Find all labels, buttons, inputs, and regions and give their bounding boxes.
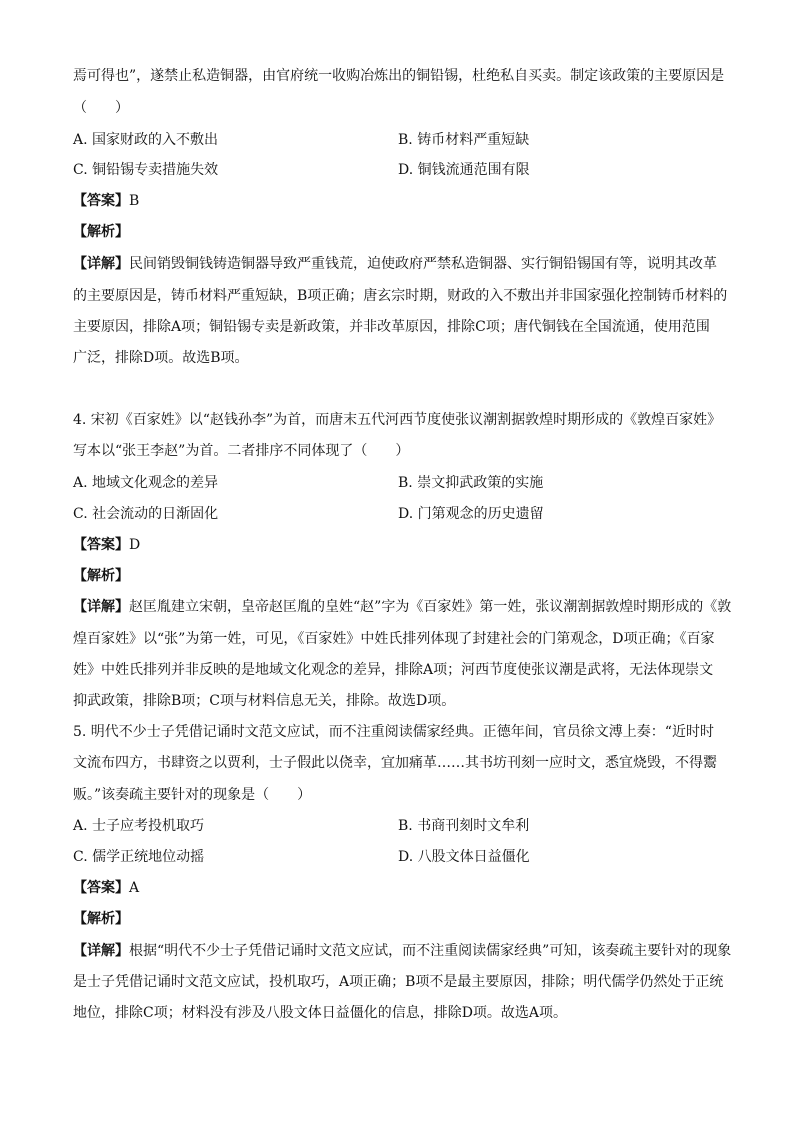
q4-option-b: B. 崇文抑武政策的实施 bbox=[398, 475, 544, 491]
detail-label: 【详解】 bbox=[73, 943, 129, 959]
q4-stem-line-1: 4. 宋初《百家姓》以“赵钱孙李”为首，而唐末五代河西节度使张议潮割据敦煌时期形成的《敦煌百家姓》 bbox=[73, 412, 722, 428]
answer-value: B bbox=[129, 193, 140, 209]
q5-stem-line-3: 贩。”该奏疏主要针对的现象是（ ） bbox=[73, 787, 312, 803]
q3-option-d: D. 铜钱流通范围有限 bbox=[398, 162, 530, 178]
q5-stem-line-2: 文流布四方，书肆资之以贾利，士子假此以侥幸，宜加痛革……其书坊刊刻一应时文，悉宜烧毁，不得鬻 bbox=[73, 755, 717, 771]
detail-text: 赵匡胤建立宋朝，皇帝赵匡胤的皇姓“赵”字为《百家姓》第一姓，张议潮割据敦煌时期形成的《敦 bbox=[129, 599, 732, 615]
answer-label: 【答案】 bbox=[73, 193, 129, 209]
q3-detail-line-3: 主要原因，排除A项；铜铅锡专卖是新政策，并非改革原因，排除C项；唐代铜钱在全国流通，使用范围 bbox=[73, 319, 710, 335]
q4-option-c: C. 社会流动的日渐固化 bbox=[73, 506, 219, 522]
detail-text: 根据“明代不少士子凭借记诵时文范文应试，而不注重阅读儒家经典”可知，该奏疏主要针对的现象 bbox=[129, 943, 732, 959]
q3-option-a: A. 国家财政的入不敷出 bbox=[73, 132, 219, 148]
q3-stem-line-2: （ ） bbox=[73, 100, 129, 116]
q4-answer bbox=[73, 535, 140, 555]
answer-value: D bbox=[129, 537, 141, 553]
answer-label: 【答案】 bbox=[73, 880, 129, 896]
q3-detail-line-2: 的主要原因是，铸币材料严重短缺，B项正确；唐玄宗时期，财政的入不敷出并非国家强化控制铸币材料的 bbox=[73, 288, 728, 304]
answer-label: 【答案】 bbox=[73, 537, 129, 553]
q5-detail-line-1 bbox=[73, 941, 731, 961]
q5-option-c: C. 儒学正统地位动摇 bbox=[73, 849, 205, 865]
answer-value: A bbox=[129, 880, 140, 896]
q4-detail-line-3: 姓》中姓氏排列并非反映的是地域文化观念的差异，排除A项；河西节度使张议潮是武将，无法体现崇文 bbox=[73, 662, 714, 678]
q3-analysis-label: 【解析】 bbox=[73, 224, 129, 240]
q3-option-b: B. 铸币材料严重短缺 bbox=[398, 132, 530, 148]
q4-option-d: D. 门第观念的历史遗留 bbox=[398, 506, 544, 522]
q3-stem-line-1: 焉可得也”，遂禁止私造铜器，由官府统一收购冶炼出的铜铅锡，杜绝私自买卖。制定该政策的主要原因是 bbox=[73, 68, 725, 84]
q5-detail-line-3: 地位，排除C项；材料没有涉及八股文体日益僵化的信息，排除D项。故选A项。 bbox=[73, 1005, 568, 1021]
q4-detail-line-4: 抑武政策，排除B项；C项与材料信息无关，排除。故选D项。 bbox=[73, 693, 456, 709]
q5-analysis-label: 【解析】 bbox=[73, 911, 129, 927]
q3-detail-line-1 bbox=[73, 254, 717, 274]
q5-answer bbox=[73, 878, 139, 898]
q5-stem-line-1: 5. 明代不少士子凭借记诵时文范文应试，而不注重阅读儒家经典。正德年间，官员徐文溥上奏：“近时时 bbox=[73, 724, 714, 740]
q3-detail-line-4: 广泛，排除D项。故选B项。 bbox=[73, 350, 249, 366]
q3-answer bbox=[73, 191, 139, 211]
q4-detail-line-2: 煌百家姓》以“张”为第一姓，可见，《百家姓》中姓氏排列体现了封建社会的门第观念，D项正确；《百家 bbox=[73, 631, 715, 647]
q5-detail-line-2: 是士子凭借记诵时文范文应试，投机取巧，A项正确；B项不是最主要原因，排除；明代儒学仍然处于正统 bbox=[73, 974, 724, 990]
q4-stem-line-2: 写本以“张王李赵”为首。二者排序不同体现了（ ） bbox=[73, 443, 410, 459]
q5-option-d: D. 八股文体日益僵化 bbox=[398, 849, 530, 865]
q3-option-c: C. 铜铅锡专卖措施失效 bbox=[73, 162, 219, 178]
q4-detail-line-1 bbox=[73, 597, 731, 617]
detail-label: 【详解】 bbox=[73, 599, 129, 615]
q4-analysis-label: 【解析】 bbox=[73, 568, 129, 584]
detail-label: 【详解】 bbox=[73, 256, 129, 272]
q5-option-a: A. 士子应考投机取巧 bbox=[73, 818, 205, 834]
q5-option-b: B. 书商刊刻时文牟利 bbox=[398, 818, 530, 834]
detail-text: 民间销毁铜钱铸造铜器导致严重钱荒，迫使政府严禁私造铜器、实行铜铅锡国有等，说明其改革 bbox=[129, 256, 717, 272]
q4-option-a: A. 地域文化观念的差异 bbox=[73, 475, 219, 491]
